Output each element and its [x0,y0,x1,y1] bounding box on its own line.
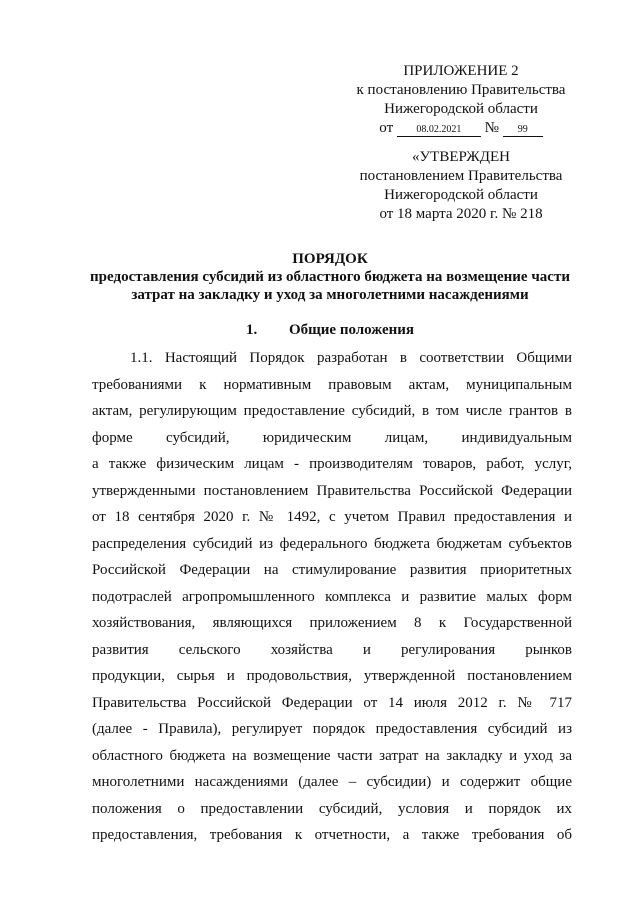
appendix-subtitle: к постановлению Правительства [356,82,566,98]
title-heading: ПОРЯДОК [292,251,368,267]
document-title [80,250,580,304]
body-line: а также физическим лицам - производителям товаров, работ, услуг, [92,456,572,472]
body-line: многолетними насаждениями (далее – субсидии) и содержит общие [92,774,572,790]
body-line: 1.1. Настоящий Порядок разработан в соответствии Общими [130,350,572,366]
approved-region: Нижегородской области [384,187,538,203]
body-line: утвержденными постановлением Правительства Российской Федерации [92,482,572,499]
body-line: областного бюджета на возмещение части затрат на закладку и уход за [92,747,572,764]
body-line: Правительства Российской Федерации от 14 июля 2012 г. № 717 [92,694,572,711]
body-line: распределения субсидий из федерального бюджета бюджетам субъектов [92,535,572,552]
body-line: (далее - Правила), регулирует порядок предоставления субсидий из [92,721,572,737]
title-line-1: предоставления субсидий из областного бюджета на возмещение части [90,269,570,285]
section-title: Общие положения [288,322,415,338]
appendix-date: 08.02.2021 [397,123,481,137]
approved-date: от 18 марта 2020 г. № 218 [379,206,543,222]
body-line: продукции, сырья и продовольствия, утвержденной постановлением [92,668,572,684]
appendix-number: 99 [503,123,543,137]
body-line: подотраслей агропромышленного комплекса и развитие малых форм [92,588,572,605]
body-line: Российской Федерации на стимулирование развития приоритетных [92,562,572,578]
appendix-ot-label: от [379,120,394,136]
appendix-number-sign: № [484,120,499,136]
body-line: положения о предоставлении субсидий, условия и порядок их [92,800,572,817]
title-line-2: затрат на закладку и уход за многолетними насаждениями [131,287,529,303]
appendix-date-line [330,119,592,138]
body-line: развития сельского хозяйства и регулирования рынков [92,641,572,658]
body-line: актам, регулирующим предоставление субсидий, в том числе грантов в [92,403,572,419]
appendix-title: ПРИЛОЖЕНИЕ 2 [403,63,519,79]
body-line: предоставления, требования к отчетности, а также требования об [92,827,572,843]
appendix-region: Нижегородской области [384,101,538,117]
body-line: хозяйствования, являющихся приложением 8 к Государственной [92,615,572,631]
appendix-header [330,62,592,138]
approved-block [330,148,592,224]
body-line: от 18 сентября 2020 г. № 1492, с учетом Правил предоставления и [92,509,572,525]
approved-by: постановлением Правительства [359,168,563,184]
section-number: 1. [245,322,258,338]
body-line: требованиями к нормативным правовым актам, муниципальным [92,376,572,393]
section-heading [80,321,580,339]
body-paragraph [92,345,572,849]
approved-title: «УТВЕРЖДЕН [412,149,510,165]
body-line: форме субсидий, юридическим лицам, индивидуальным [92,429,572,446]
